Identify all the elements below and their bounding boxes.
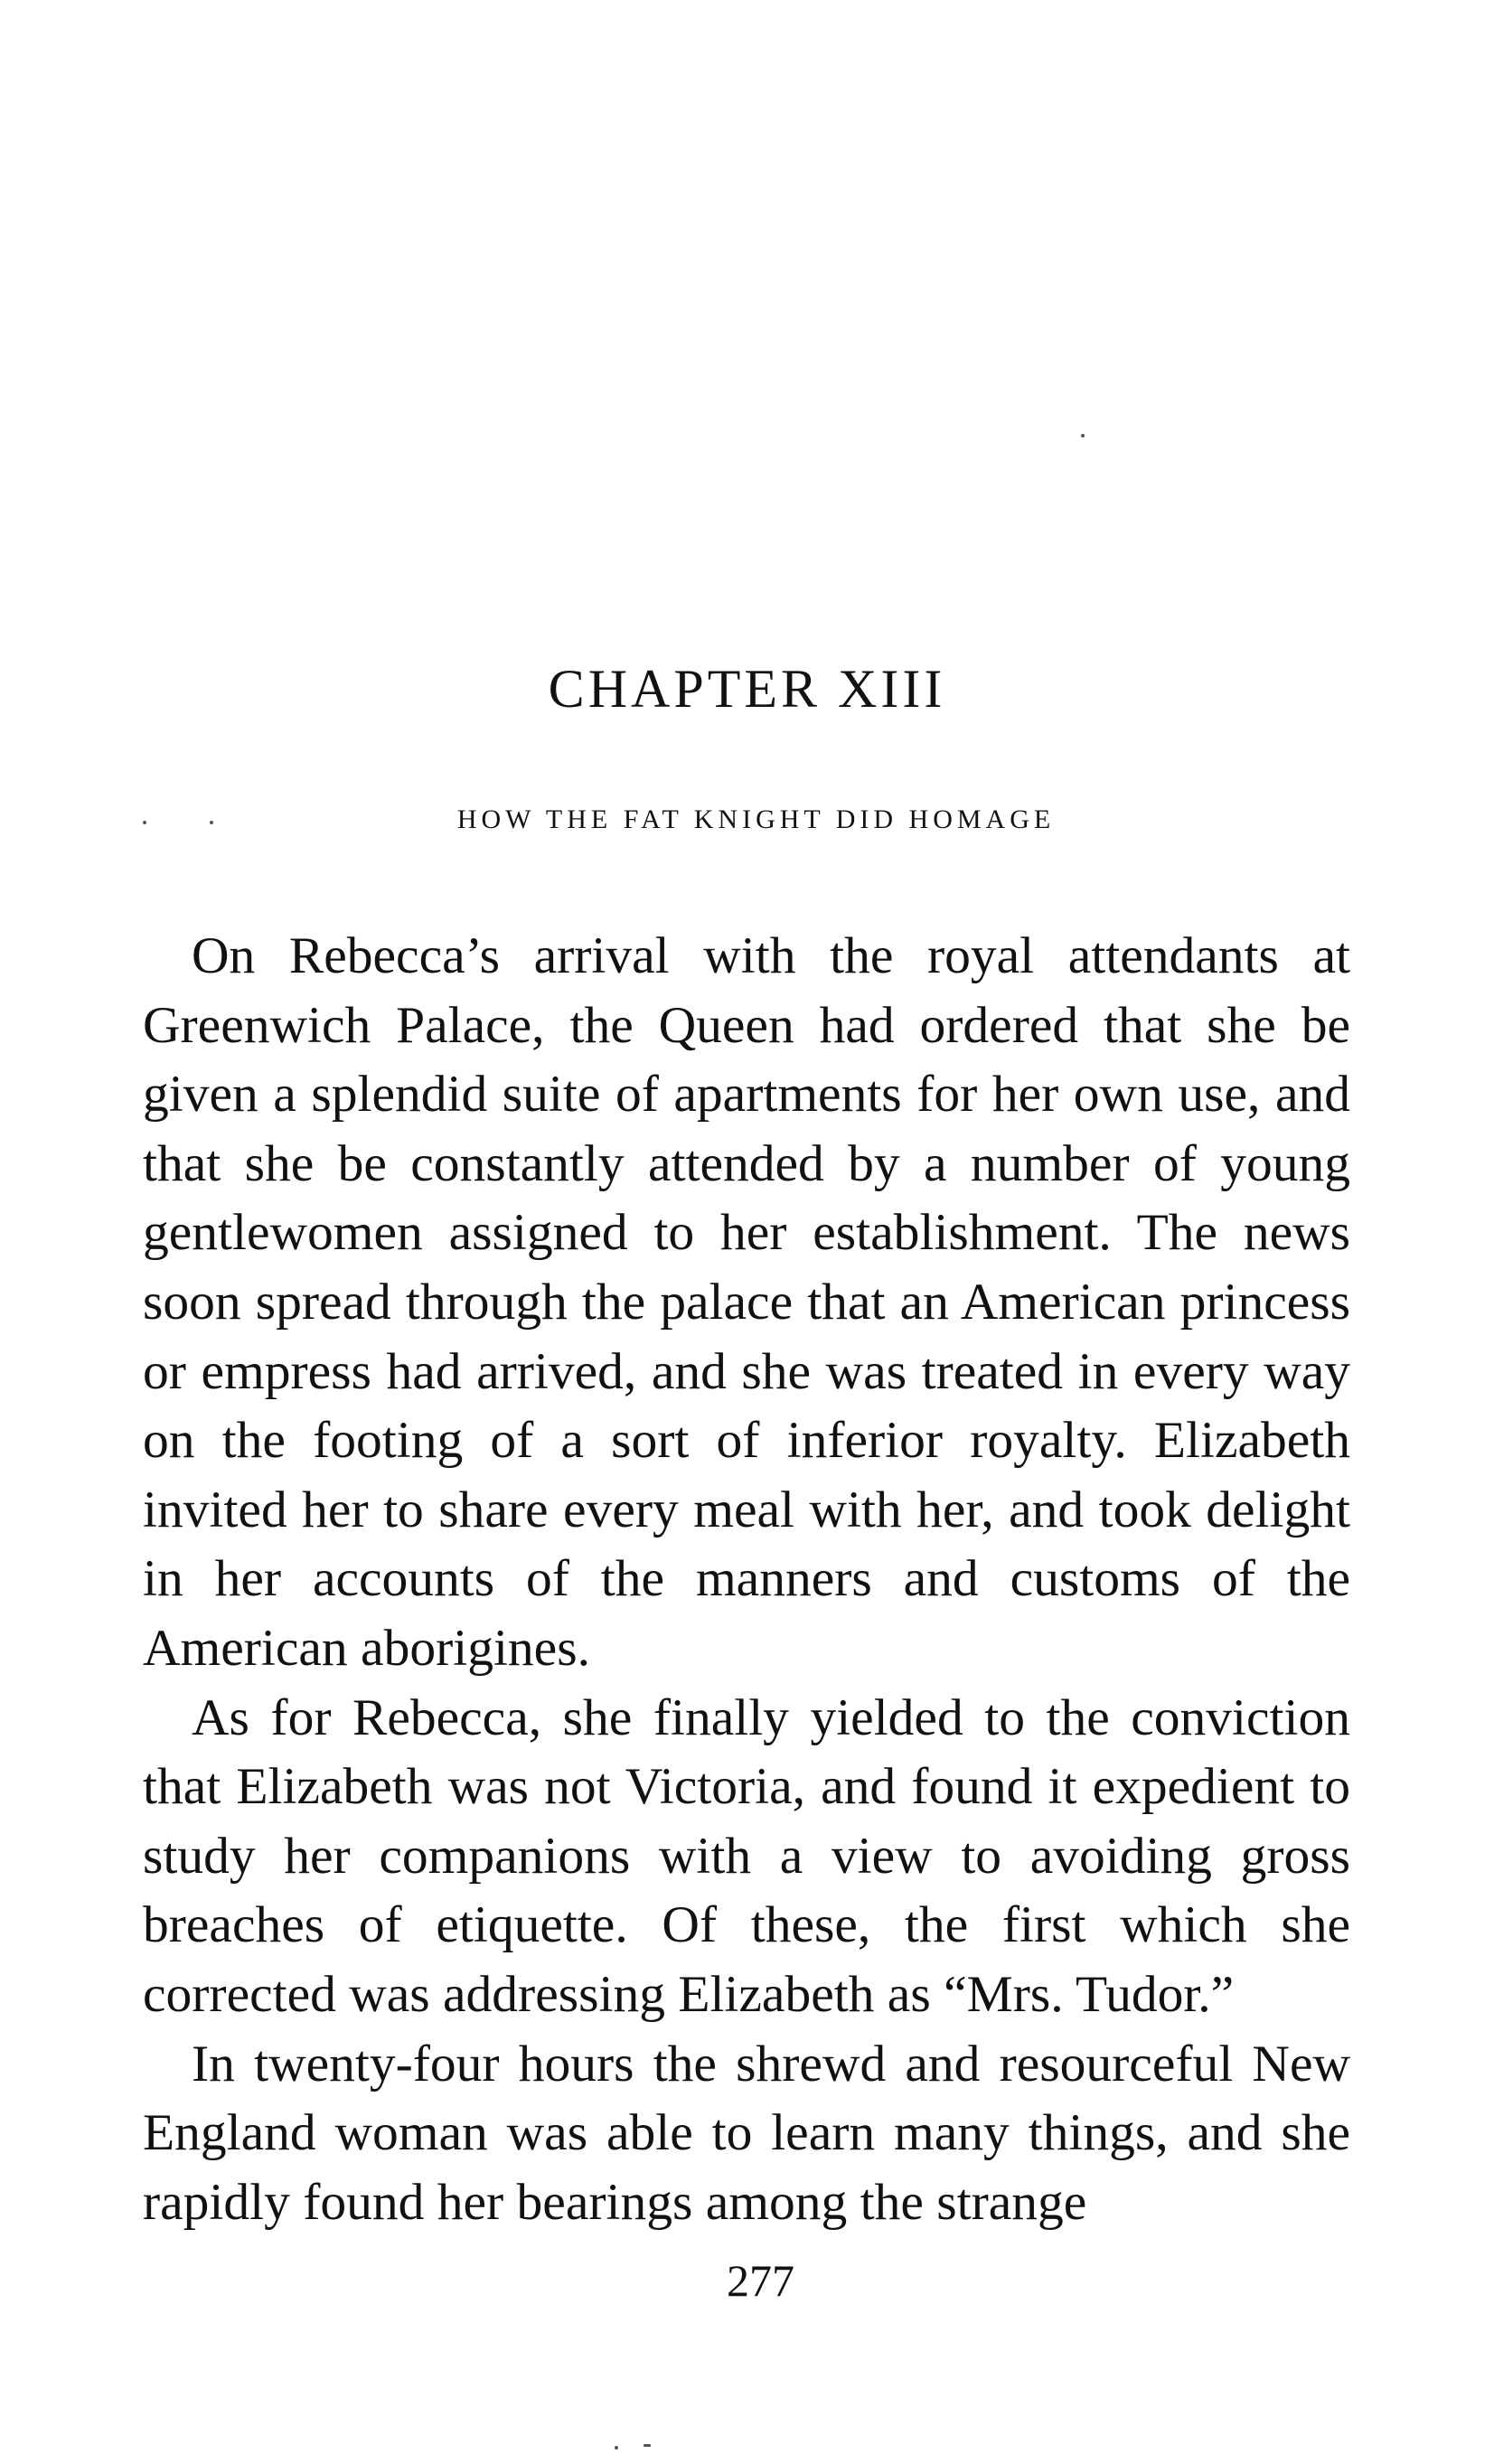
chapter-subtitle: HOW THE FAT KNIGHT DID HOMAGE [456, 804, 1056, 834]
chapter-body [143, 922, 1350, 2237]
paragraph: On Rebecca’s arrival with the royal attendants at Greenwich Palace, the Queen had ordered that she be given a splendid suite of apartments for her own use, and that she be constantly attended by a number of young gentlewomen assigned to her establishment. The news soon spread through the palace that an American princess or empress had arrived, and she was treated in every way on the footing of a sort of inferior royalty. Elizabeth invited her to share every meal with her, and took delight in her accounts of the manners and customs of the American aborigines. [143, 927, 1350, 1677]
chapter-title: CHAPTER XIII [548, 659, 946, 719]
scan-speck [644, 2444, 651, 2447]
scan-speck [615, 2446, 618, 2450]
paragraph: In twenty-four hours the shrewd and resourceful New England woman was able to learn many things, and she rapidly found her bearings among the strange [143, 2035, 1350, 2231]
page-number: 277 [727, 2255, 794, 2306]
paragraph: As for Rebecca, she finally yielded to the conviction that Elizabeth was not Victoria, and found it expedient to study her companions with a view to avoiding gross breaches of etiquette. Of these, the first which she corrected was addressing Elizabeth as “Mrs. Tudor.” [143, 1688, 1350, 2023]
scan-speck [1081, 434, 1085, 437]
